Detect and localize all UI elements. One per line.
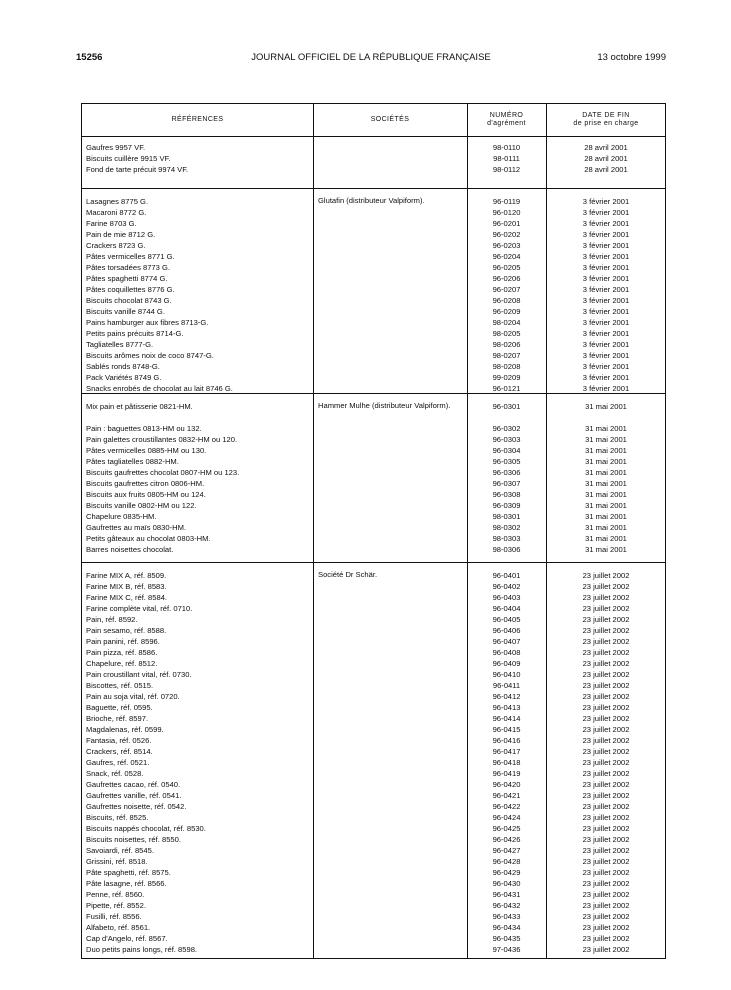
approval-number: 96-0305 (492, 457, 521, 466)
product-reference: Fantasia, réf. 0526. (86, 736, 152, 745)
table-row (82, 746, 665, 757)
approval-number: 96-0420 (492, 780, 521, 789)
end-date: 3 février 2001 (582, 351, 630, 360)
product-reference: Pain, réf. 8592. (86, 615, 138, 624)
product-reference: Tagliatelles 8777-G. (86, 340, 154, 349)
end-date: 23 juillet 2002 (582, 802, 630, 811)
approval-number: 98-0302 (492, 523, 521, 532)
table-row (82, 273, 665, 284)
approval-number: 96-0119 (492, 197, 521, 206)
table-row (82, 423, 665, 434)
approval-number: 96-0306 (492, 468, 521, 477)
approval-number: 96-0434 (492, 923, 521, 932)
end-date: 23 juillet 2002 (582, 714, 630, 723)
product-reference: Farine complète vital, réf. 0710. (86, 604, 193, 613)
end-date: 23 juillet 2002 (582, 637, 630, 646)
end-date: 31 mai 2001 (585, 479, 627, 488)
table-row (82, 372, 665, 383)
approval-number: 98-0303 (492, 534, 521, 543)
end-date: 3 février 2001 (582, 241, 630, 250)
table-row (82, 724, 665, 735)
approval-number: 98-0205 (492, 329, 521, 338)
product-reference: Chapelure 0835-HM. (86, 512, 157, 521)
table-row (82, 867, 665, 878)
approval-number: 96-0417 (492, 747, 521, 756)
approval-number: 98-0110 (492, 143, 521, 152)
end-date: 3 février 2001 (582, 208, 630, 217)
end-date: 23 juillet 2002 (582, 824, 630, 833)
end-date: 23 juillet 2002 (582, 934, 630, 943)
approval-number: 99-0209 (492, 373, 521, 382)
product-reference: Biscuits gaufrettes citron 0806-HM. (86, 479, 205, 488)
table-row (82, 636, 665, 647)
product-reference: Gaufrettes au maïs 0830-HM. (86, 523, 187, 532)
table-row (82, 533, 665, 544)
approval-number: 96-0201 (492, 219, 521, 228)
table-row (82, 790, 665, 801)
product-reference: Gaufres 9957 VF. (86, 143, 146, 152)
approval-number: 96-0412 (492, 692, 521, 701)
end-date: 23 juillet 2002 (582, 945, 630, 954)
end-date: 23 juillet 2002 (582, 835, 630, 844)
table-row (82, 306, 665, 317)
table-row (82, 196, 665, 207)
table-row (82, 240, 665, 251)
product-reference: Farine MIX A, réf. 8509. (86, 571, 167, 580)
approval-table (81, 103, 666, 959)
product-reference: Pain galettes croustillantes 0832-HM ou 120. (86, 435, 238, 444)
company-group (82, 562, 665, 955)
approval-number: 96-0435 (492, 934, 521, 943)
end-date: 3 février 2001 (582, 384, 630, 393)
approval-number: 96-0424 (492, 813, 521, 822)
end-date: 23 juillet 2002 (582, 868, 630, 877)
end-date: 23 juillet 2002 (582, 780, 630, 789)
approval-number: 96-0403 (492, 593, 521, 602)
end-date: 3 février 2001 (582, 274, 630, 283)
table-row (82, 445, 665, 456)
approval-number: 96-0309 (492, 501, 521, 510)
product-reference: Fond de tarte précuit 9974 VF. (86, 165, 189, 174)
product-reference: Biscuits arômes noix de coco 8747-G. (86, 351, 214, 360)
end-date: 3 février 2001 (582, 362, 630, 371)
product-reference: Grissini, réf. 8518. (86, 857, 148, 866)
end-date: 3 février 2001 (582, 307, 630, 316)
table-row (82, 900, 665, 911)
product-reference: Pain pizza, réf. 8586. (86, 648, 158, 657)
column-header-label: NUMÉRO (489, 112, 524, 119)
end-date: 28 avril 2001 (584, 165, 628, 174)
approval-number: 96-0121 (492, 384, 521, 393)
product-reference: Petits pains précuits 8714-G. (86, 329, 184, 338)
company-name: Glutafin (distributeur Valpiform). (318, 196, 425, 205)
end-date: 3 février 2001 (582, 340, 630, 349)
product-reference: Pâtes spaghetti 8774 G. (86, 274, 168, 283)
end-date: 31 mai 2001 (585, 490, 627, 499)
approval-number: 98-0111 (493, 154, 520, 163)
table-row (82, 570, 665, 581)
product-reference: Petits gâteaux au chocolat 0803-HM. (86, 534, 211, 543)
end-date: 23 juillet 2002 (582, 890, 630, 899)
approval-number: 96-0404 (492, 604, 521, 613)
journal-title: JOURNAL OFFICIEL DE LA RÉPUBLIQUE FRANÇAISE (251, 52, 491, 63)
approval-number: 96-0303 (492, 435, 521, 444)
table-row (82, 489, 665, 500)
table-row (82, 658, 665, 669)
product-reference: Biscuits cuillère 9915 VF. (86, 154, 171, 163)
product-reference: Gaufrettes cacao, réf. 0540. (86, 780, 181, 789)
company-group (82, 188, 665, 394)
end-date: 3 février 2001 (582, 318, 630, 327)
table-row (82, 350, 665, 361)
table-row (82, 944, 665, 955)
end-date: 23 juillet 2002 (582, 703, 630, 712)
product-reference: Snacks enrobés de chocolat au lait 8746 G. (86, 384, 233, 393)
product-reference: Farine MIX C, réf. 8584. (86, 593, 168, 602)
product-reference: Pain croustillant vital, réf. 0730. (86, 670, 192, 679)
end-date: 23 juillet 2002 (582, 626, 630, 635)
approval-number: 96-0209 (492, 307, 521, 316)
table-row (82, 361, 665, 372)
company-name: Société Dr Schär. (318, 570, 378, 579)
table-row (82, 856, 665, 867)
end-date: 31 mai 2001 (585, 468, 627, 477)
product-reference: Savoiardi, réf. 8545. (86, 846, 154, 855)
end-date: 31 mai 2001 (585, 512, 627, 521)
table-row (82, 522, 665, 533)
end-date: 31 mai 2001 (585, 402, 627, 411)
end-date: 3 février 2001 (582, 373, 630, 382)
approval-number: 96-0427 (492, 846, 521, 855)
approval-number: 96-0408 (492, 648, 521, 657)
table-row (82, 207, 665, 218)
table-header (82, 104, 665, 137)
table-row (82, 544, 665, 555)
approval-number: 96-0422 (492, 802, 521, 811)
approval-number: 96-0405 (492, 615, 521, 624)
end-date: 23 juillet 2002 (582, 901, 630, 910)
approval-number: 96-0415 (492, 725, 521, 734)
table-row (82, 779, 665, 790)
approval-number: 96-0433 (492, 912, 521, 921)
product-reference: Magdalenas, réf. 0599. (86, 725, 164, 734)
product-reference: Alfabeto, réf. 8561. (86, 923, 151, 932)
table-row (82, 911, 665, 922)
table-row (82, 339, 665, 350)
end-date: 23 juillet 2002 (582, 769, 630, 778)
product-reference: Biscuits nappés chocolat, réf. 8530. (86, 824, 206, 833)
table-row (82, 317, 665, 328)
end-date: 23 juillet 2002 (582, 912, 630, 921)
product-reference: Gaufrettes noisette, réf. 0542. (86, 802, 187, 811)
approval-number: 96-0428 (492, 857, 521, 866)
approval-number: 96-0401 (492, 571, 521, 580)
approval-number: 96-0421 (492, 791, 521, 800)
company-group (82, 393, 665, 555)
table-row (82, 614, 665, 625)
end-date: 23 juillet 2002 (582, 648, 630, 657)
product-reference: Biscuits gaufrettes chocolat 0807-HM ou 123. (86, 468, 240, 477)
end-date: 23 juillet 2002 (582, 593, 630, 602)
table-row (82, 845, 665, 856)
approval-number: 96-0431 (492, 890, 521, 899)
approval-number: 96-0432 (492, 901, 521, 910)
approval-number: 96-0307 (492, 479, 521, 488)
end-date: 23 juillet 2002 (582, 659, 630, 668)
end-date: 31 mai 2001 (585, 457, 627, 466)
product-reference: Biscuits aux fruits 0805-HM ou 124. (86, 490, 206, 499)
product-reference: Pain panini, réf. 8596. (86, 637, 160, 646)
end-date: 23 juillet 2002 (582, 791, 630, 800)
end-date: 23 juillet 2002 (582, 923, 630, 932)
product-reference: Gaufres, réf. 0521. (86, 758, 150, 767)
approval-number: 96-0425 (492, 824, 521, 833)
approval-number: 96-0406 (492, 626, 521, 635)
table-row (82, 142, 665, 153)
end-date: 31 mai 2001 (585, 523, 627, 532)
company-group (82, 142, 665, 175)
approval-number: 96-0426 (492, 835, 521, 844)
company-name: Hammer Mulhe (distributeur Valpiform). (318, 401, 451, 410)
product-reference: Biscuits vanille 8744 G. (86, 307, 165, 316)
product-reference: Pâtes vermicelles 0885-HM ou 130. (86, 446, 207, 455)
product-reference: Duo petits pains longs, réf. 8598. (86, 945, 198, 954)
approval-number: 96-0202 (492, 230, 521, 239)
approval-number: 96-0409 (492, 659, 521, 668)
product-reference: Mix pain et pâtisserie 0821-HM. (86, 402, 193, 411)
table-row (82, 713, 665, 724)
end-date: 23 juillet 2002 (582, 758, 630, 767)
publication-date: 13 octobre 1999 (597, 52, 666, 63)
approval-number: 98-0207 (492, 351, 521, 360)
approval-number: 96-0410 (492, 670, 521, 679)
approval-number: 96-0301 (492, 402, 521, 411)
approval-number: 96-0203 (492, 241, 521, 250)
product-reference: Biscuits noisettes, réf. 8550. (86, 835, 181, 844)
end-date: 28 avril 2001 (584, 154, 628, 163)
product-reference: Pain de mie 8712 G. (86, 230, 156, 239)
approval-number: 96-0430 (492, 879, 521, 888)
column-header-sublabel: d'agrément (487, 120, 526, 127)
product-reference: Biscottes, réf. 0515. (86, 681, 154, 690)
product-reference: Pain sesamo, réf. 8588. (86, 626, 167, 635)
product-reference: Farine 8703 G. (86, 219, 137, 228)
end-date: 23 juillet 2002 (582, 615, 630, 624)
end-date: 31 mai 2001 (585, 545, 627, 554)
table-row (82, 500, 665, 511)
approval-number: 97-0436 (492, 945, 521, 954)
table-row (82, 889, 665, 900)
end-date: 23 juillet 2002 (582, 747, 630, 756)
product-reference: Biscuits chocolat 8743 G. (86, 296, 172, 305)
product-reference: Cap d'Angelo, réf. 8567. (86, 934, 168, 943)
table-row (82, 478, 665, 489)
end-date: 3 février 2001 (582, 296, 630, 305)
product-reference: Gaufrettes vanille, réf. 0541. (86, 791, 182, 800)
approval-number: 98-0306 (492, 545, 521, 554)
end-date: 23 juillet 2002 (582, 736, 630, 745)
approval-number: 96-0419 (492, 769, 521, 778)
table-row (82, 647, 665, 658)
table-row (82, 153, 665, 164)
table-row (82, 801, 665, 812)
product-reference: Snack, réf. 0528. (86, 769, 144, 778)
approval-number: 96-0308 (492, 490, 521, 499)
product-reference: Macaroni 8772 G. (86, 208, 147, 217)
column-header-label: RÉFÉRENCES (171, 116, 224, 123)
table-row (82, 229, 665, 240)
product-reference: Pains hamburger aux fibres 8713-G. (86, 318, 209, 327)
page-header (76, 52, 666, 66)
table-row (82, 834, 665, 845)
table-row (82, 933, 665, 944)
table-row (82, 295, 665, 306)
table-row (82, 757, 665, 768)
column-header-date (546, 104, 666, 136)
end-date: 3 février 2001 (582, 219, 630, 228)
end-date: 3 février 2001 (582, 263, 630, 272)
table-row (82, 456, 665, 467)
table-row (82, 922, 665, 933)
end-date: 23 juillet 2002 (582, 857, 630, 866)
end-date: 23 juillet 2002 (582, 571, 630, 580)
product-reference: Crackers, réf. 8514. (86, 747, 153, 756)
approval-number: 96-0407 (492, 637, 521, 646)
product-reference: Baguette, réf. 0595. (86, 703, 153, 712)
approval-number: 96-0302 (492, 424, 521, 433)
end-date: 3 février 2001 (582, 329, 630, 338)
table-row (82, 735, 665, 746)
approval-number: 96-0304 (492, 446, 521, 455)
approval-number: 98-0206 (492, 340, 521, 349)
approval-number: 96-0206 (492, 274, 521, 283)
end-date: 23 juillet 2002 (582, 846, 630, 855)
table-row (82, 262, 665, 273)
approval-number: 98-0301 (492, 512, 521, 521)
table-row (82, 412, 665, 423)
approval-number: 96-0402 (492, 582, 521, 591)
end-date: 23 juillet 2002 (582, 604, 630, 613)
table-row (82, 702, 665, 713)
approval-number: 96-0205 (492, 263, 521, 272)
product-reference: Pain : baguettes 0813-HM ou 132. (86, 424, 202, 433)
product-reference: Lasagnes 8775 G. (86, 197, 149, 206)
end-date: 23 juillet 2002 (582, 813, 630, 822)
product-reference: Farine MIX B, réf. 8583. (86, 582, 167, 591)
product-reference: Biscuits vanille 0802-HM ou 122. (86, 501, 197, 510)
product-reference: Pipette, réf. 8552. (86, 901, 146, 910)
product-reference: Barres noisettes chocolat. (86, 545, 174, 554)
product-reference: Pack Variétés 8749 G. (86, 373, 162, 382)
column-header-numero (467, 104, 546, 136)
table-row (82, 878, 665, 889)
table-row (82, 511, 665, 522)
table-row (82, 164, 665, 175)
column-header-sublabel: de prise en charge (573, 120, 639, 127)
end-date: 23 juillet 2002 (582, 582, 630, 591)
page-number: 15256 (76, 52, 103, 63)
end-date: 23 juillet 2002 (582, 670, 630, 679)
end-date: 23 juillet 2002 (582, 725, 630, 734)
end-date: 31 mai 2001 (585, 501, 627, 510)
product-reference: Chapelure, réf. 8512. (86, 659, 158, 668)
approval-number: 96-0416 (492, 736, 521, 745)
table-row (82, 603, 665, 614)
end-date: 3 février 2001 (582, 230, 630, 239)
column-header-label: DATE DE FIN (582, 112, 630, 119)
product-reference: Pâtes tagliatelles 0882-HM. (86, 457, 179, 466)
table-row (82, 434, 665, 445)
table-row (82, 218, 665, 229)
approval-number: 96-0413 (492, 703, 521, 712)
table-row (82, 691, 665, 702)
approval-number: 96-0120 (492, 208, 521, 217)
approval-number: 96-0411 (492, 681, 521, 690)
end-date: 23 juillet 2002 (582, 879, 630, 888)
end-date: 3 février 2001 (582, 197, 630, 206)
approval-number: 96-0418 (492, 758, 521, 767)
end-date: 23 juillet 2002 (582, 681, 630, 690)
table-row (82, 592, 665, 603)
table-row (82, 251, 665, 262)
end-date: 3 février 2001 (582, 252, 630, 261)
product-reference: Pâtes vermicelles 8771 G. (86, 252, 175, 261)
product-reference: Pâte lasagne, réf. 8566. (86, 879, 167, 888)
end-date: 31 mai 2001 (585, 435, 627, 444)
product-reference: Sablés ronds 8748-G. (86, 362, 160, 371)
table-row (82, 581, 665, 592)
table-row (82, 768, 665, 779)
product-reference: Brioche, réf. 8597. (86, 714, 149, 723)
product-reference: Biscuits, réf. 8525. (86, 813, 149, 822)
end-date: 3 février 2001 (582, 285, 630, 294)
approval-number: 98-0208 (492, 362, 521, 371)
approval-number: 96-0207 (492, 285, 521, 294)
approval-number: 98-0204 (492, 318, 521, 327)
table-row (82, 284, 665, 295)
table-row (82, 812, 665, 823)
table-row (82, 669, 665, 680)
product-reference: Pâte spaghetti, réf. 8575. (86, 868, 171, 877)
table-row (82, 823, 665, 834)
end-date: 28 avril 2001 (584, 143, 628, 152)
approval-number: 98-0112 (492, 165, 521, 174)
table-row (82, 625, 665, 636)
table-row (82, 328, 665, 339)
product-reference: Fusilli, réf. 8556. (86, 912, 142, 921)
product-reference: Pâtes torsadées 8773 G. (86, 263, 171, 272)
approval-number: 96-0204 (492, 252, 521, 261)
column-header-societes (313, 104, 467, 136)
table-row (82, 680, 665, 691)
product-reference: Pain au soja vital, réf. 0720. (86, 692, 180, 701)
table-row (82, 467, 665, 478)
table-row (82, 401, 665, 412)
product-reference: Pâtes coquillettes 8776 G. (86, 285, 175, 294)
product-reference: Crackers 8723 G. (86, 241, 146, 250)
product-reference: Penne, réf. 8560. (86, 890, 145, 899)
column-header-label: SOCIÉTÉS (370, 116, 410, 123)
end-date: 23 juillet 2002 (582, 692, 630, 701)
column-header-references (82, 104, 313, 136)
end-date: 31 mai 2001 (585, 534, 627, 543)
end-date: 31 mai 2001 (585, 446, 627, 455)
end-date: 31 mai 2001 (585, 424, 627, 433)
approval-number: 96-0414 (492, 714, 521, 723)
approval-number: 96-0208 (492, 296, 521, 305)
approval-number: 96-0429 (492, 868, 521, 877)
